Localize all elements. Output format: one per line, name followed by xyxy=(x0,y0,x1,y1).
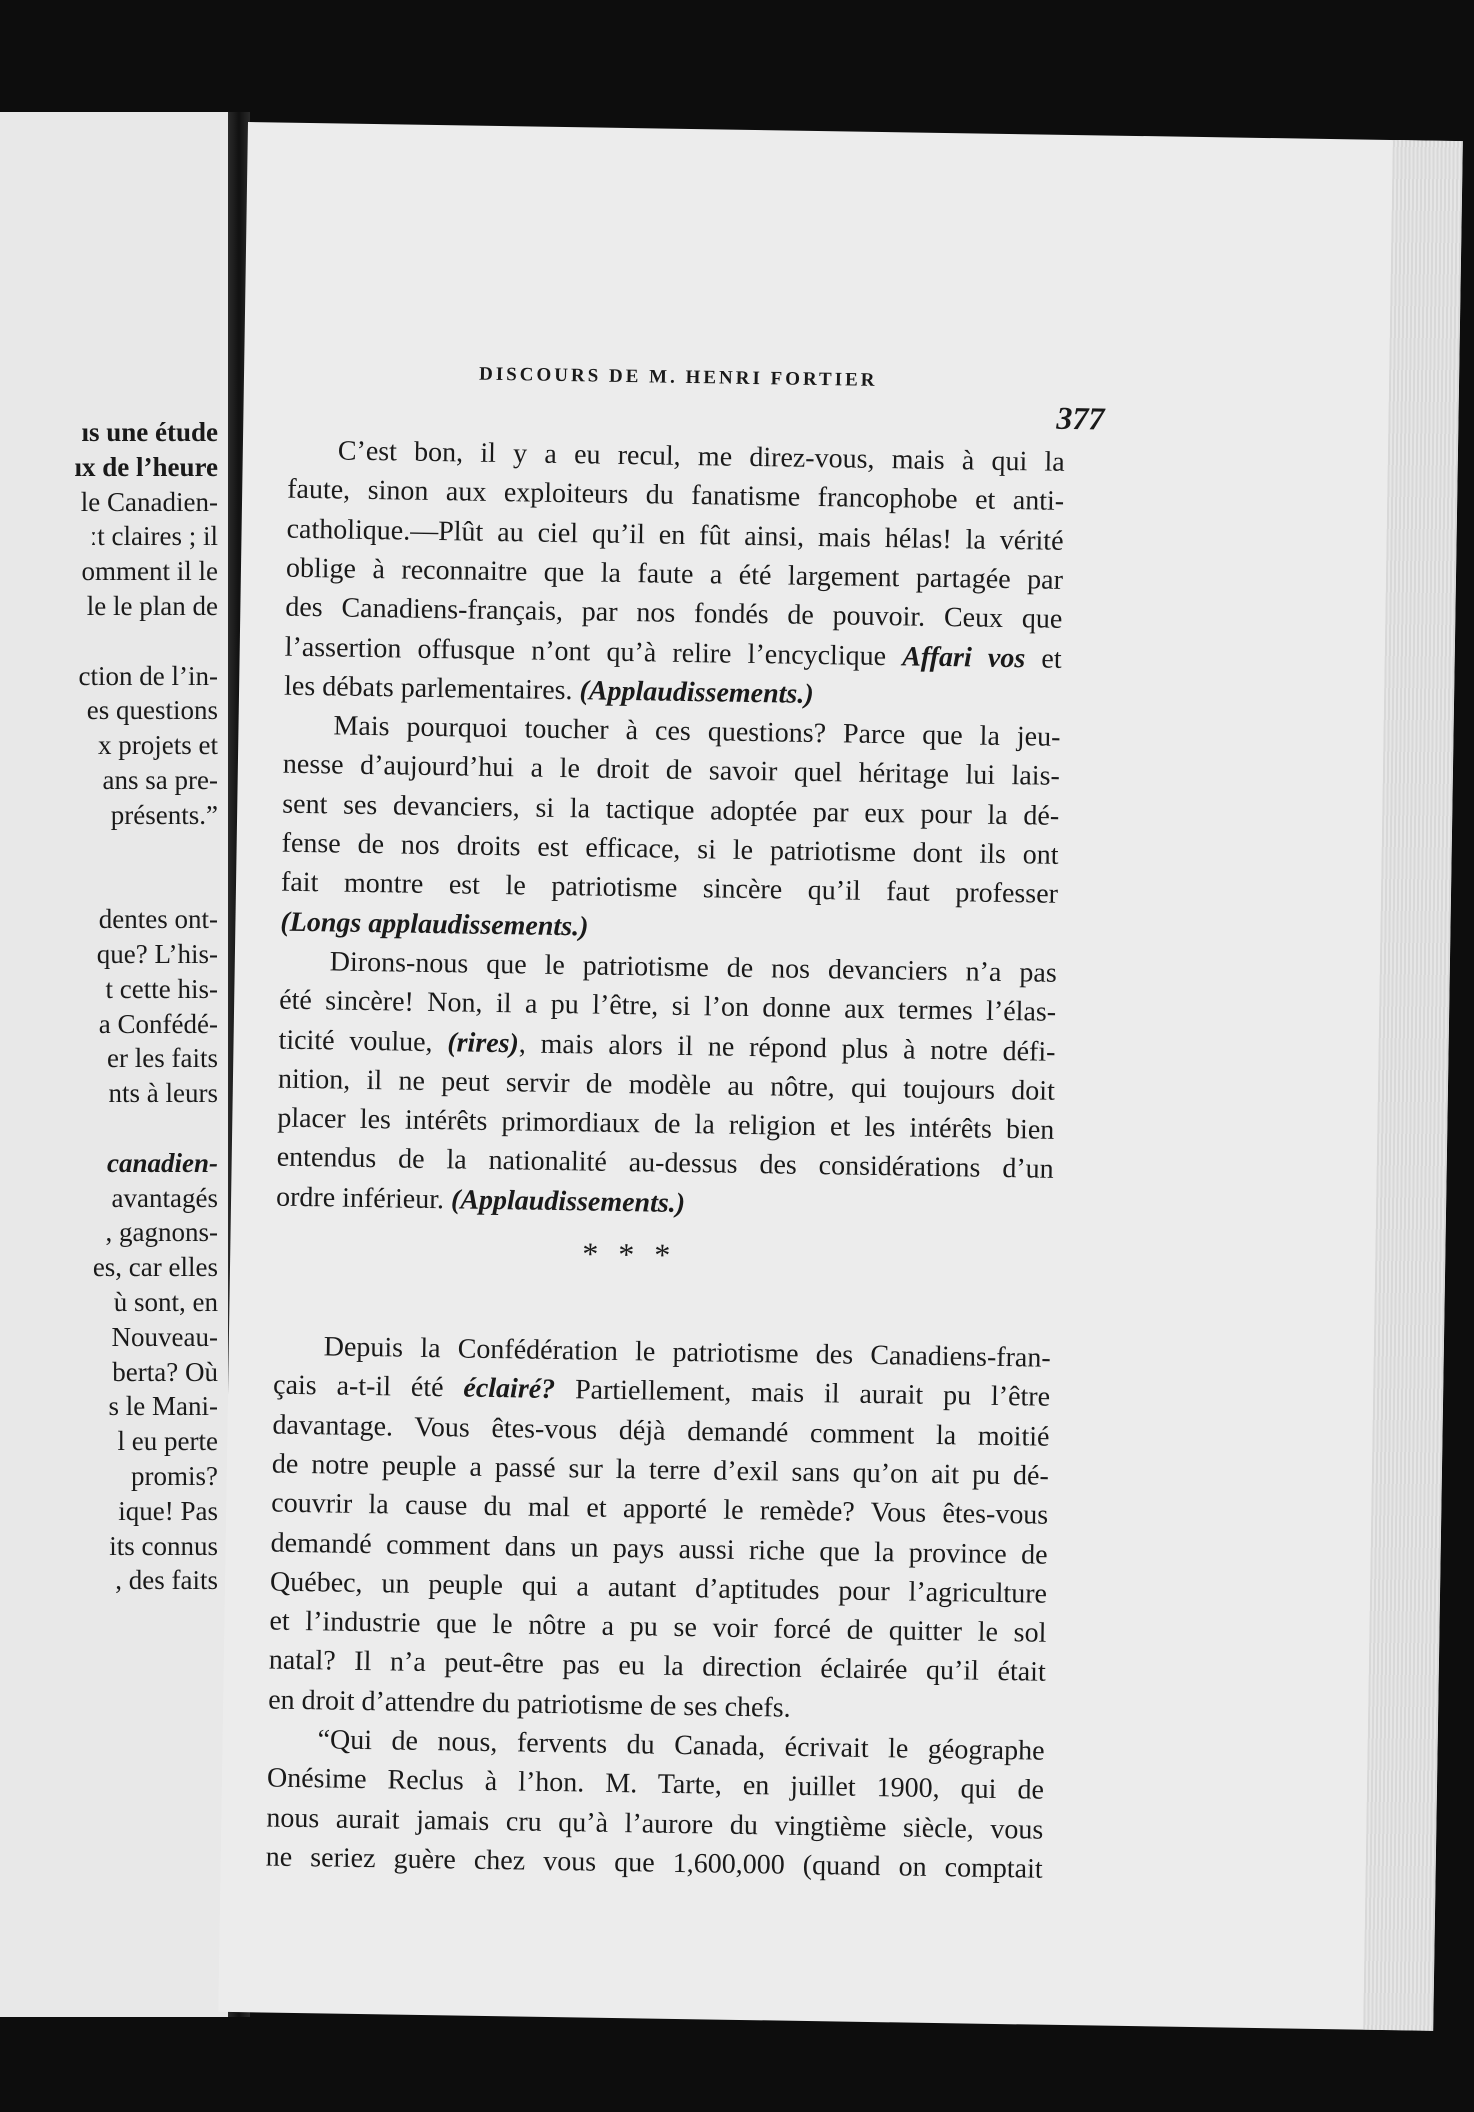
running-head: DISCOURS DE M. HENRI FORTIER xyxy=(478,363,878,391)
text-line: ne seriez guère chez vous que 1,600,000 (quand on comptait xyxy=(265,1841,1043,1885)
page-number: 377 xyxy=(1056,399,1105,437)
left-page-line: ction de l’in- xyxy=(78,660,218,691)
left-page-line: ːt claires ; il xyxy=(89,521,218,552)
left-page-line: ique! Pas xyxy=(118,1495,218,1526)
left-page-line: x projets et xyxy=(98,730,218,761)
text-line: couvrir la cause du mal et apporté le remède? Vous êtes-vous xyxy=(271,1487,1049,1531)
page-edge xyxy=(1363,140,1463,2031)
text-line: nesse d’aujourd’hui a le droit de savoir quel héritage lui lais- xyxy=(282,749,1061,793)
left-page-line: promis? xyxy=(131,1461,218,1491)
left-page-line: avantagés xyxy=(111,1182,218,1213)
text-line: demandé comment dans un pays aussi riche que la province de xyxy=(270,1527,1048,1571)
text-line: les débats parlementaires. (Applaudissements.) xyxy=(283,670,814,710)
left-page-line: ans sa pre- xyxy=(102,765,218,795)
text-line: Mais pourquoi toucher à ces questions? Parce que la jeu- xyxy=(333,710,1061,753)
text-line: fense de nos droits est efficace, si le patriotisme dont ils ont xyxy=(281,827,1059,871)
text-line: nous aurait jamais cru qu’à l’aurore du vingtième siècle, vous xyxy=(266,1802,1044,1846)
left-page-line: es, car elles xyxy=(92,1252,218,1283)
left-page-line: le Canadien- xyxy=(80,486,218,517)
text-line: de notre peuple a passé sur la terre d’exil sans qu’on ait pu dé- xyxy=(271,1448,1050,1492)
text-line: davantage. Vous êtes-vous déjà demandé comment la moitié xyxy=(272,1409,1050,1453)
text-line: Depuis la Confédération le patriotisme des Canadiens-fran- xyxy=(323,1331,1051,1374)
text-line: natal? Il n’a peut-être pas eu la direction éclairée qu’il était xyxy=(268,1644,1046,1689)
text-line: fait montre est le patriotisme sincère qu’il faut professer xyxy=(280,866,1059,911)
left-page-line: nts à leurs xyxy=(108,1078,218,1109)
left-page-line: le le plan de xyxy=(86,591,218,621)
text-line: été sincère! Non, il a pu l’être, si l’on donne aux termes l’élas- xyxy=(278,984,1057,1028)
text-line: et l’industrie que le nôtre a pu se voir forcé de quitter le sol xyxy=(269,1605,1047,1649)
left-page-line: Nouveau- xyxy=(111,1321,218,1352)
text-line: des Canadiens-français, par nos fondés de pouvoir. Ceux que xyxy=(285,591,1063,636)
left-page-line: que? L’his- xyxy=(96,939,218,969)
text-line: placer les intérêts primordiaux de la religion et les intérêts bien xyxy=(277,1102,1055,1146)
text-line: ticité voulue, (rires), mais alors il ne répond plus à notre défi- xyxy=(278,1024,1056,1068)
text-line: l’assertion offusque n’ont qu’à relire l’encyclique Affari vos et xyxy=(284,631,1062,675)
text-line: ordre inférieur. (Applaudissements.) xyxy=(275,1181,686,1219)
left-page xyxy=(0,112,232,2017)
text-line: sent ses devanciers, si la tactique adoptée par eux pour la dé- xyxy=(282,788,1060,832)
left-page-line: ù sont, en xyxy=(113,1287,218,1317)
left-page-line: dentes ont- xyxy=(98,904,218,935)
text-line: “Qui de nous, fervents du Canada, écrivait le géographe xyxy=(317,1724,1045,1767)
left-page-line: canadien- xyxy=(107,1147,218,1178)
text-line: entendus de la nationalité au-dessus des considérations d’un xyxy=(276,1141,1054,1186)
left-page-line: omment il le xyxy=(81,556,218,587)
left-page-line: er les faits xyxy=(107,1043,218,1074)
text-line: Onésime Reclus à l’hon. M. Tarte, en juillet 1900, qui de xyxy=(266,1762,1045,1807)
text-line: en droit d’attendre du patriotisme de ses chefs. xyxy=(267,1684,791,1724)
text-line: Québec, un peuple qui a autant d’aptitudes pour l’agriculture xyxy=(269,1566,1048,1610)
left-page-line: t cette his- xyxy=(105,973,218,1004)
left-page-line: ıx de l’heure xyxy=(74,451,218,482)
left-page-line: berta? Où xyxy=(112,1356,218,1387)
left-page-line: es questions xyxy=(86,695,218,726)
left-page-line: a Confédé- xyxy=(98,1008,218,1039)
left-page-line: s le Mani- xyxy=(108,1391,218,1422)
left-page-line: présents.” xyxy=(110,799,218,830)
text-line: faute, sinon aux exploiteurs du fanatisme francophobe et anti- xyxy=(286,473,1065,518)
left-page-line: ıs une étude xyxy=(81,417,218,447)
text-line: C’est bon, il y a eu recul, me direz-vous, mais à qui la xyxy=(337,435,1065,478)
right-page xyxy=(218,122,1463,2031)
text-line: catholique.—Plût au ciel qu’il en fût ainsi, mais hélas! la vérité xyxy=(286,513,1064,557)
section-break-stars: * * * xyxy=(581,1235,677,1273)
text-line: nition, il ne peut servir de modèle au nôtre, qui toujours doit xyxy=(277,1063,1056,1107)
left-page-line: its connus xyxy=(109,1530,218,1561)
left-page-line: , gagnons- xyxy=(105,1217,218,1248)
text-line: Dirons-nous que le patriotisme de nos devanciers n’a pas xyxy=(329,946,1057,989)
left-page-line: , des faits xyxy=(115,1565,218,1596)
text-line: oblige à reconnaitre que la faute a été largement partagée par xyxy=(285,552,1064,596)
left-page-line: l eu perte xyxy=(117,1426,218,1457)
text-line: (Longs applaudissements.) xyxy=(280,906,589,943)
text-line: çais a-t-il été éclairé? Partiellement, mais il aurait pu l’être xyxy=(272,1369,1051,1414)
